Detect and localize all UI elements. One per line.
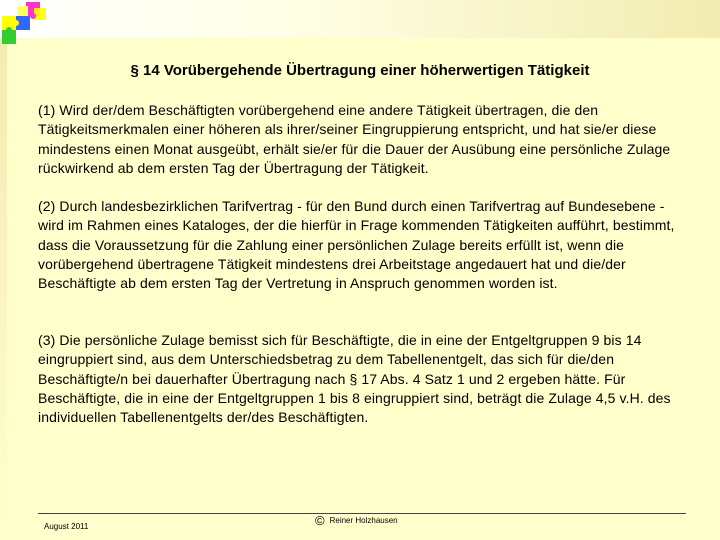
copyright-icon: ©: [315, 513, 325, 528]
footer-date: August 2011: [44, 522, 89, 531]
footer-author: Reiner Holzhausen: [329, 515, 398, 525]
paragraph-2: (2) Durch landesbezirklichen Tarifvertrag - für den Bund durch einen Tarifvertrag auf Bundesebene - wird im Rahmen eines Kataloges, der die hierfür in Frage kommenden Tätigkeiten aufführt, bestimmt, dass die Voraussetzung für die Zahlung einer persönlichen Zulage bereits erfüllt ist, wenn die vorübergehend übertragene Tätigkeit mindestens drei Arbeitstage angedauert hat und die/der Beschäftigte ab dem ersten Tag der Vertretung in Anspruch genommen worden ist.: [38, 198, 675, 292]
footer-copyright: [315, 514, 398, 527]
left-gradient-band: [0, 38, 7, 540]
top-gradient-band: [0, 0, 720, 38]
puzzle-logo-icon: [0, 0, 48, 48]
paragraph-1: (1) Wird der/dem Beschäftigten vorübergehend eine andere Tätigkeit übertragen, die den Tätigkeitsmerkmalen einer höheren als ihrer/seiner Eingruppierung entspricht, und hat sie/er diese mindestens einen Monat ausgeübt, erhält sie/er für die Dauer der Ausübung eine persönliche Zulage rückwirkend ab dem ersten Tag der Übertragung der Tätigkeit.: [38, 102, 671, 176]
slide-title: § 14 Vorübergehende Übertragung einer höherwertigen Tätigkeit: [130, 62, 590, 79]
paragraph-3: (3) Die persönliche Zulage bemisst sich für Beschäftigte, die in eine der Entgeltgruppen 9 bis 14 eingruppiert sind, aus dem Unterschiedsbetrag zu dem Tabellenentgelt, das sich für die/den Beschäftigte/n bei dauerhafter Übertragung nach § 17 Abs. 4 Satz 1 und 2 ergeben hätte. Für Beschäftigte, die in eine der Entgeltgruppen 1 bis 8 eingruppiert sind, beträgt die Zulage 4,5 v.H. des individuellen Tabellenentgelts der/des Beschäftigten.: [38, 332, 671, 426]
